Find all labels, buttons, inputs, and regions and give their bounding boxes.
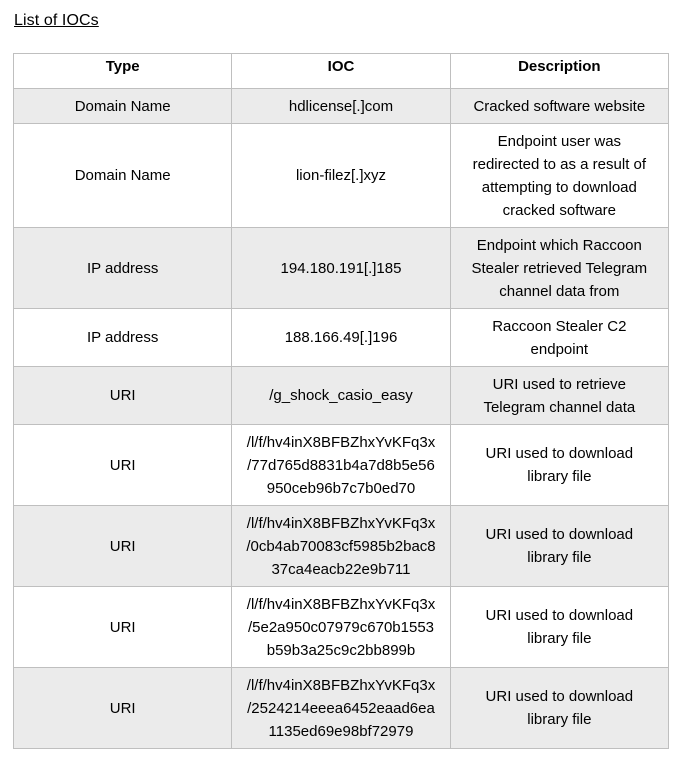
ioc-line: hdlicense[.]com bbox=[288, 97, 394, 115]
description-line: library file bbox=[527, 630, 592, 647]
cell-type: URI bbox=[14, 506, 232, 587]
cell-description bbox=[450, 309, 668, 367]
description-line: Stealer retrieved Telegram bbox=[471, 259, 648, 277]
description-line: attempting to download bbox=[481, 178, 637, 196]
ioc-line: /l/f/hv4inX8BFBZhxYvKFq3x bbox=[246, 433, 436, 451]
description-line: URI used to retrieve bbox=[492, 375, 627, 393]
ioc-line: /l/f/hv4inX8BFBZhxYvKFq3x bbox=[246, 676, 436, 694]
cell-description bbox=[450, 367, 668, 425]
description-line: URI used to download bbox=[485, 526, 634, 543]
cell-type: IP address bbox=[14, 309, 232, 367]
cell-description bbox=[450, 506, 668, 587]
cell-ioc bbox=[232, 367, 450, 425]
page-title: List of IOCs bbox=[14, 12, 99, 29]
ioc-line: /5e2a950c07979c670b1553 bbox=[247, 618, 434, 636]
cell-type: Domain Name bbox=[14, 124, 232, 228]
description-line: endpoint bbox=[530, 340, 589, 358]
table-row bbox=[14, 506, 669, 587]
table-row bbox=[14, 425, 669, 506]
table-row bbox=[14, 668, 669, 749]
cell-type: Domain Name bbox=[14, 89, 232, 124]
cell-description bbox=[450, 587, 668, 668]
description-line: URI used to download bbox=[485, 688, 634, 705]
ioc-line: /77d765d8831b4a7d8b5e56 bbox=[247, 456, 435, 474]
table-row bbox=[14, 124, 669, 228]
cell-type: IP address bbox=[14, 228, 232, 309]
description-line: library file bbox=[527, 549, 592, 566]
column-header-description: Description bbox=[450, 54, 668, 89]
ioc-line: 1135ed69e98bf72979 bbox=[268, 722, 414, 740]
cell-type: URI bbox=[14, 367, 232, 425]
cell-ioc bbox=[232, 668, 450, 749]
description-line: Endpoint which Raccoon bbox=[476, 236, 642, 254]
ioc-line: lion-filez[.]xyz bbox=[295, 167, 386, 184]
cell-ioc bbox=[232, 425, 450, 506]
ioc-line: /l/f/hv4inX8BFBZhxYvKFq3x bbox=[246, 595, 436, 613]
cell-type: URI bbox=[14, 425, 232, 506]
cell-type: URI bbox=[14, 668, 232, 749]
cell-type: URI bbox=[14, 587, 232, 668]
cell-description bbox=[450, 425, 668, 506]
description-line: library file bbox=[527, 468, 592, 485]
column-header-type: Type bbox=[14, 54, 232, 89]
table-row bbox=[14, 587, 669, 668]
column-header-ioc: IOC bbox=[232, 54, 450, 89]
table-header-row bbox=[14, 54, 669, 89]
description-line: channel data from bbox=[499, 282, 620, 300]
cell-description bbox=[450, 228, 668, 309]
ioc-line: b59b3a25c9c2bb899b bbox=[266, 641, 416, 659]
table-row bbox=[14, 309, 669, 367]
table-row bbox=[14, 89, 669, 124]
ioc-line: /2524214eeea6452eaad6ea bbox=[247, 699, 435, 717]
ioc-line: 950ceb96b7c7b0ed70 bbox=[266, 479, 416, 497]
description-line: Endpoint user was bbox=[497, 132, 622, 150]
cell-ioc bbox=[232, 228, 450, 309]
description-line: Cracked software website bbox=[473, 97, 646, 115]
ioc-line: /l/f/hv4inX8BFBZhxYvKFq3x bbox=[246, 514, 436, 532]
cell-ioc bbox=[232, 124, 450, 228]
description-line: URI used to download bbox=[485, 445, 634, 462]
cell-description bbox=[450, 124, 668, 228]
cell-ioc bbox=[232, 89, 450, 124]
description-line: library file bbox=[527, 711, 592, 728]
table-row bbox=[14, 228, 669, 309]
description-line: Telegram channel data bbox=[483, 398, 636, 416]
cell-ioc bbox=[232, 309, 450, 367]
description-line: redirected to as a result of bbox=[472, 155, 647, 173]
ioc-line: 188.166.49[.]196 bbox=[284, 329, 398, 346]
ioc-line: 37ca4eacb22e9b711 bbox=[271, 560, 411, 578]
cell-description bbox=[450, 668, 668, 749]
cell-description bbox=[450, 89, 668, 124]
description-line: Raccoon Stealer C2 bbox=[492, 317, 627, 335]
ioc-table bbox=[13, 53, 669, 749]
description-line: URI used to download bbox=[485, 607, 634, 624]
cell-ioc bbox=[232, 506, 450, 587]
table-row bbox=[14, 367, 669, 425]
ioc-line: 194.180.191[.]185 bbox=[280, 259, 402, 277]
ioc-line: /g_shock_casio_easy bbox=[269, 387, 413, 404]
cell-ioc bbox=[232, 587, 450, 668]
description-line: cracked software bbox=[502, 201, 617, 219]
ioc-line: /0cb4ab70083cf5985b2bac8 bbox=[246, 537, 436, 555]
table-body bbox=[14, 89, 669, 749]
